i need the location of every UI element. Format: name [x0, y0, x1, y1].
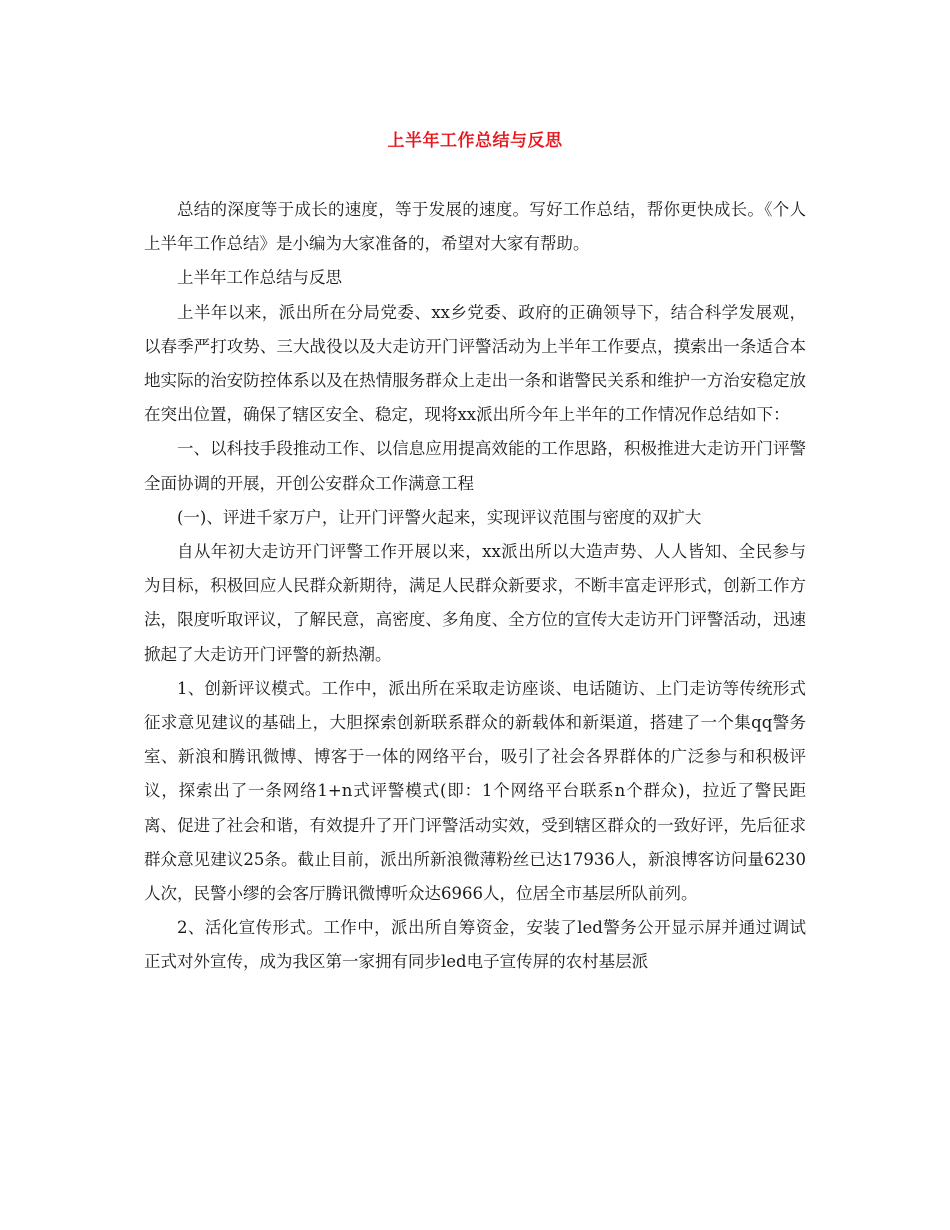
document-title: 上半年工作总结与反思: [387, 131, 563, 151]
document-body: [144, 193, 806, 980]
paragraph-subtitle: 上半年工作总结与反思: [177, 268, 342, 288]
paragraph-section-1: 一、以科技手段推动工作、以信息应用提高效能的工作思路，积极推进大走访开门评警全面协调的开展，开创公安群众工作满意工程: [144, 439, 806, 493]
paragraph-overview: 上半年以来，派出所在分局党委、xx乡党委、政府的正确领导下，结合科学发展观，以春季严打攻势、三大战役以及大走访开门评警活动为上半年工作要点，摸索出一条适合本地实际的治安防控体系以及在热情服务群众上走出一条和谐警民关系和维护一方治安稳定放在突出位置，确保了辖区安全、稳定，现将xx派出所今年上半年的工作情况作总结如下：: [144, 302, 806, 425]
paragraph-item-2: 2、活化宣传形式。工作中，派出所自筹资金，安装了led警务公开显示屏并通过调试正式对外宣传，成为我区第一家拥有同步led电子宣传屏的农村基层派: [144, 918, 806, 972]
paragraph-subsection-1: (一)、评进千家万户，让开门评警火起来，实现评议范围与密度的双扩大: [177, 507, 702, 527]
paragraph-intro: 总结的深度等于成长的速度，等于发展的速度。写好工作总结，帮你更快成长。《个人上半年工作总结》是小编为大家准备的，希望对大家有帮助。: [144, 200, 806, 254]
paragraph-item-1: 1、创新评议模式。工作中，派出所在采取走访座谈、电话随访、上门走访等传统形式征求意见建议的基础上，大胆探索创新联系群众的新载体和新渠道，搭建了一个集qq警务室、新浪和腾讯微博、博客于一体的网络平台，吸引了社会各界群体的广泛参与和积极评议，探索出了一条网络1+n式评警模式(即：1个网络平台联系n个群众)，拉近了警民距离、促进了社会和谐，有效提升了开门评警活动实效，受到辖区群众的一致好评，先后征求群众意见建议25条。截止目前，派出所新浪微薄粉丝已达17936人，新浪博客访问量6230人次，民警小缪的会客厅腾讯微博听众达6966人，位居全市基层所队前列。: [144, 678, 806, 904]
paragraph-body-1: 自从年初大走访开门评警工作开展以来，xx派出所以大造声势、人人皆知、全民参与为目标，积极回应人民群众新期待，满足人民群众新要求，不断丰富走评形式，创新工作方法，限度听取评议，了解民意，高密度、多角度、全方位的宣传大走访开门评警活动，迅速掀起了大走访开门评警的新热潮。: [144, 542, 806, 664]
